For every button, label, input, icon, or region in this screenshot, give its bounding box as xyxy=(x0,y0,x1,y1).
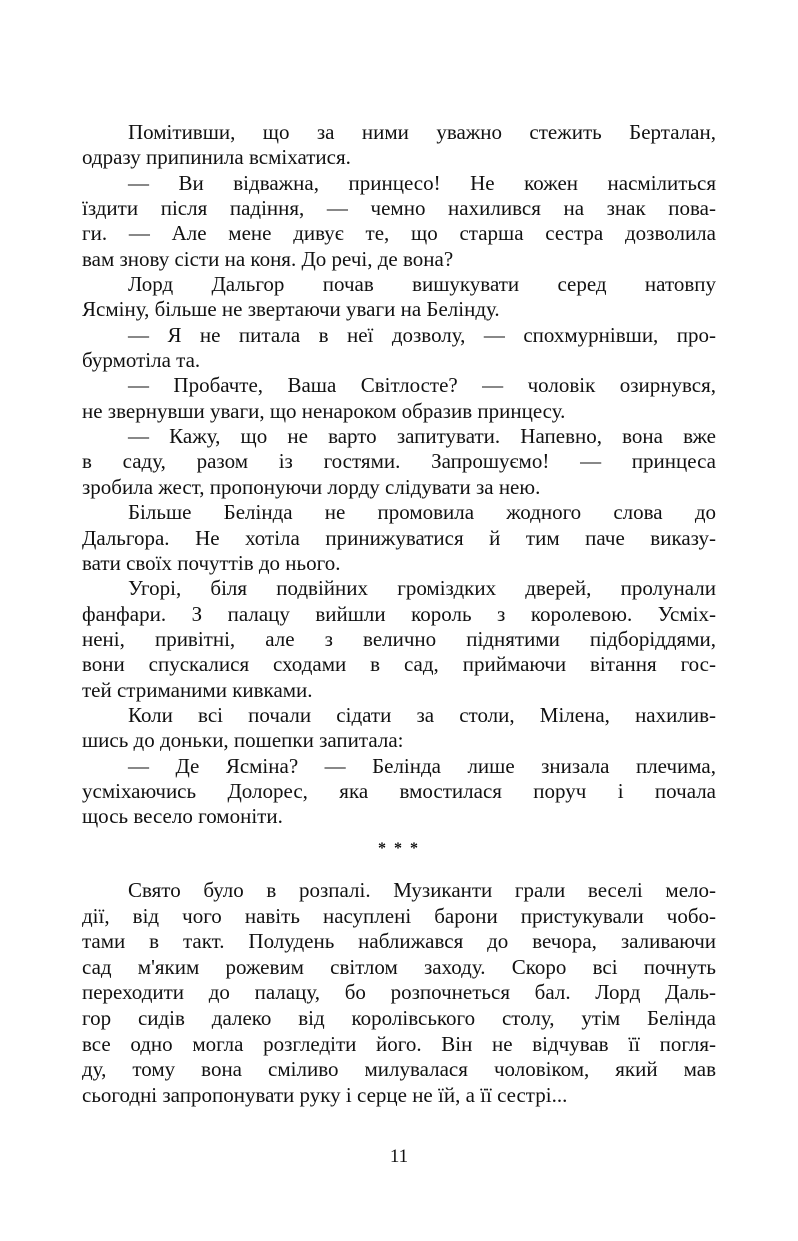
text-line: тами в такт. Полудень наближався до вечора, заливаючи xyxy=(82,929,716,954)
text-line: нені, привітні, але з велично піднятими підборіддями, xyxy=(82,626,716,651)
text-line: в саду, разом із гостями. Запрошуємо! — принцеса xyxy=(82,449,716,474)
text-section-2 xyxy=(82,878,716,1108)
paragraph xyxy=(82,323,716,374)
text-line: ги. — Але мене дивує те, що старша сестра дозволила xyxy=(82,221,716,246)
text-line: — Пробачте, Ваша Світлосте? — чоловік озирнувся, xyxy=(128,373,716,398)
text-line: Коли всі почали сідати за столи, Мілена, нахилив- xyxy=(128,702,716,727)
text-line: Угорі, біля подвійних громіздких дверей, пролунали xyxy=(128,576,716,601)
paragraph xyxy=(82,424,716,500)
text-line: Свято було в розпалі. Музиканти грали веселі мело- xyxy=(128,878,716,902)
page-number: 11 xyxy=(389,1146,409,1167)
text-line: — Я не питала в неї дозволу, — спохмурнівши, про- xyxy=(128,322,716,347)
text-line: вам знову сісти на коня. До речі, де вона? xyxy=(82,246,454,271)
text-line: ду, тому вона сміливо милувалася чоловіком, який мав xyxy=(82,1057,716,1082)
text-line: усміхаючись Долорес, яка вмостилася поруч і почала xyxy=(82,778,716,803)
text-line: Помітивши, що за ними уважно стежить Берталан, xyxy=(128,120,716,144)
text-line: бурмотіла та. xyxy=(82,348,201,373)
paragraph xyxy=(82,576,716,703)
paragraph xyxy=(82,754,716,830)
text-line: Більше Белінда не промовила жодного слова до xyxy=(128,500,716,525)
text-line: одразу припинила всміхатися. xyxy=(82,145,351,170)
text-line: гор сидів далеко від королівського столу, утім Белінда xyxy=(82,1005,716,1030)
text-line: вати своїх почуттів до нього. xyxy=(82,550,341,575)
paragraph xyxy=(82,120,716,171)
text-line: — Кажу, що не варто запитувати. Напевно, вона вже xyxy=(128,424,716,449)
paragraph xyxy=(82,171,716,272)
text-line: щось весело гомоніти. xyxy=(82,804,283,829)
text-line: тей стриманими кивками. xyxy=(82,677,313,702)
text-line: дії, від чого навіть насуплені барони пристукували чобо- xyxy=(82,903,716,928)
paragraph xyxy=(82,373,716,424)
text-line: переходити до палацу, бо розпочнеться бал. Лорд Даль- xyxy=(82,980,716,1005)
text-line: їздити після падіння, — чемно нахилився на знак пова- xyxy=(82,196,716,221)
text-line: Дальгора. Не хотіла принижуватися й тим паче виказу- xyxy=(82,525,716,550)
text-line: сьогодні запропонувати руку і серце не їй, а її сестрі... xyxy=(82,1082,568,1107)
text-line: — Ви відважна, принцесо! Не кожен насмілиться xyxy=(128,170,716,195)
paragraph xyxy=(82,703,716,754)
text-line: — Де Ясміна? — Белінда лише знизала плечима, xyxy=(128,753,716,778)
text-line: сад м'яким рожевим світлом заходу. Скоро всі почнуть xyxy=(82,954,716,979)
paragraph xyxy=(82,878,716,1108)
paragraph xyxy=(82,500,716,576)
paragraph xyxy=(82,272,716,323)
text-line: Лорд Дальгор почав вишукувати серед натовпу xyxy=(128,272,716,297)
section-separator: * * * xyxy=(378,840,420,857)
text-line: зробила жест, пропонуючи лорду слідувати за нею. xyxy=(82,474,541,499)
text-line: фанфари. З палацу вийшли король з королевою. Усміх- xyxy=(82,601,716,626)
text-line: вони спускалися сходами в сад, приймаючи вітання гос- xyxy=(82,652,716,677)
text-line: не звернувши уваги, що ненароком образив принцесу. xyxy=(82,398,566,423)
text-line: Ясміну, більше не звертаючи уваги на Белінду. xyxy=(82,297,500,322)
text-section-1 xyxy=(82,120,716,830)
text-line: шись до доньки, пошепки запитала: xyxy=(82,728,404,753)
text-line: все одно могла розгледіти його. Він не відчував її погля- xyxy=(82,1031,716,1056)
